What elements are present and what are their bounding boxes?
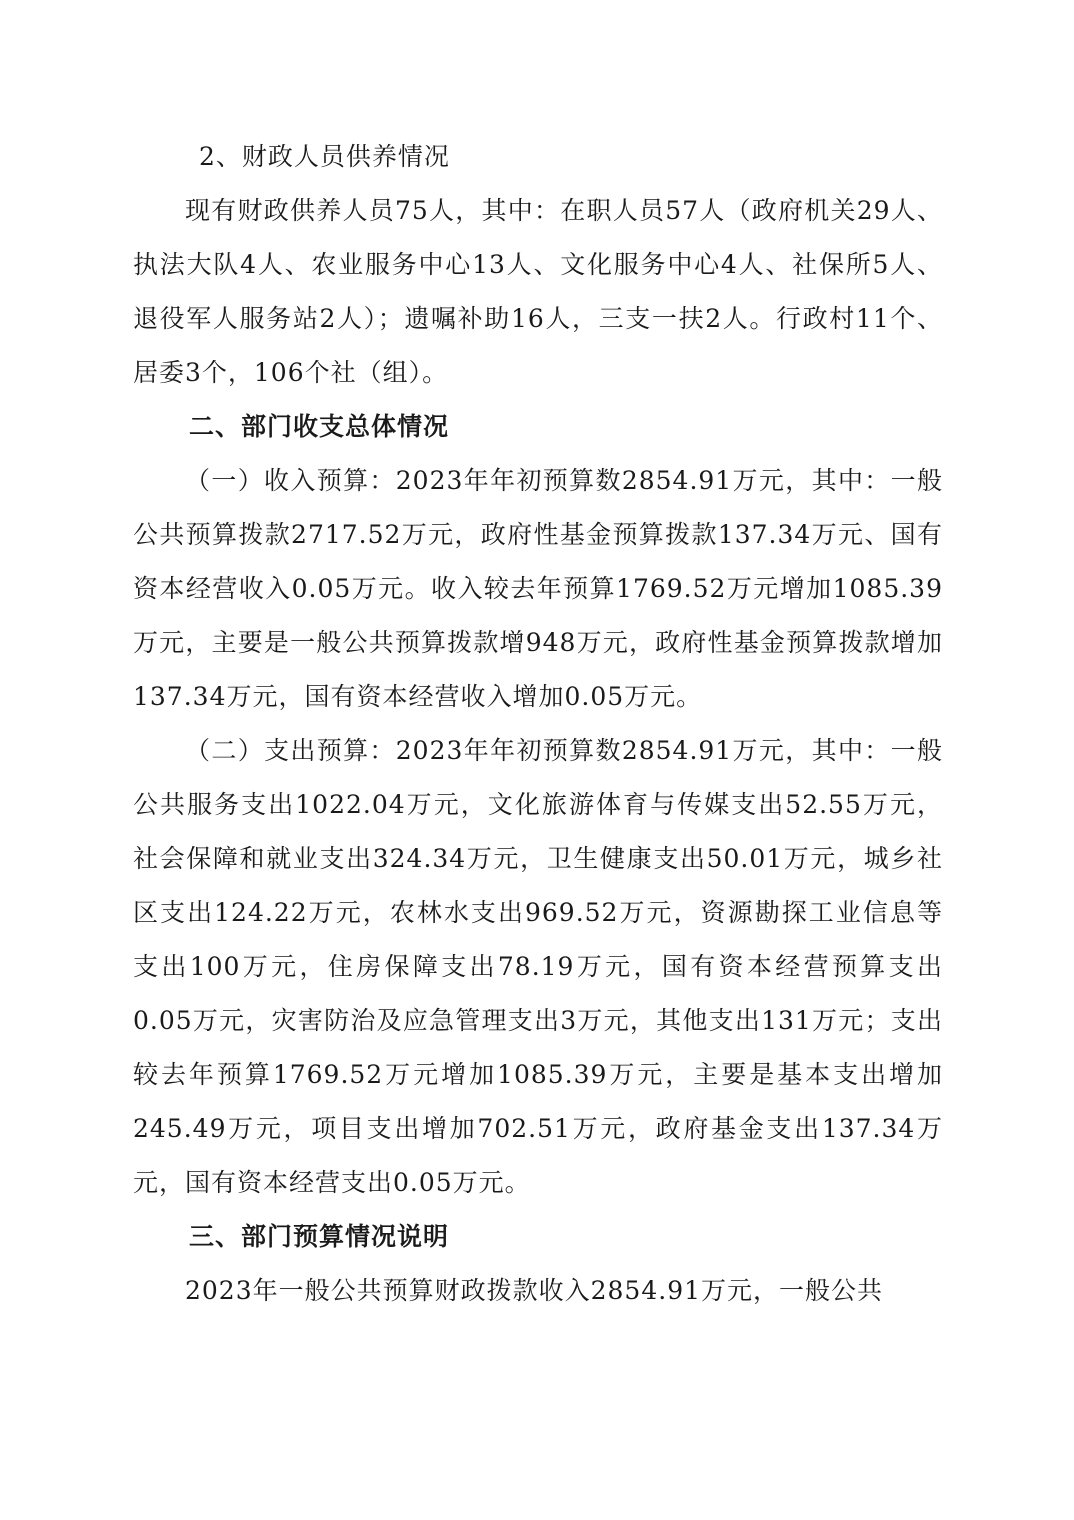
budget-explanation-paragraph: 2023年一般公共预算财政拨款收入2854.91万元，一般公共 bbox=[185, 1276, 884, 1305]
section-heading-budget-explanation: 三、部门预算情况说明 bbox=[189, 1222, 450, 1251]
income-budget-paragraph: （一）收入预算：2023年年初预算数2854.91万元，其中：一般公共预算拨款2717.52万元，政府性基金预算拨款137.34万元、国有资本经营收入0.05万元。收入较去年预算1769.52万元增加1085.39万元，主要是一般公共预算拨款增948万元，政府性基金预算拨款增加137.34万元，国有资本经营收入增加0.05万元。 bbox=[133, 466, 943, 711]
section-heading-overall: 二、部门收支总体情况 bbox=[189, 412, 450, 441]
document-body bbox=[133, 130, 943, 1318]
expense-budget-paragraph: （二）支出预算：2023年年初预算数2854.91万元，其中：一般公共服务支出1022.04万元，文化旅游体育与传媒支出52.55万元，社会保障和就业支出324.34万元，卫生健康支出50.01万元，城乡社区支出124.22万元，农林水支出969.52万元，资源勘探工业信息等支出100万元，住房保障支出78.19万元，国有资本经营预算支出0.05万元，灾害防治及应急管理支出3万元，其他支出131万元；支出较去年预算1769.52万元增加1085.39万元，主要是基本支出增加245.49万元，项目支出增加702.51万元，政府基金支出137.34万元，国有资本经营支出0.05万元。 bbox=[133, 736, 943, 1197]
staffing-paragraph: 现有财政供养人员75人，其中：在职人员57人（政府机关29人、执法大队4人、农业服务中心13人、文化服务中心4人、社保所5人、退役军人服务站2人）；遗嘱补助16人，三支一扶2人。行政村11个、居委3个，106个社（组）。 bbox=[133, 196, 943, 387]
staffing-heading: 2、财政人员供养情况 bbox=[199, 142, 450, 171]
